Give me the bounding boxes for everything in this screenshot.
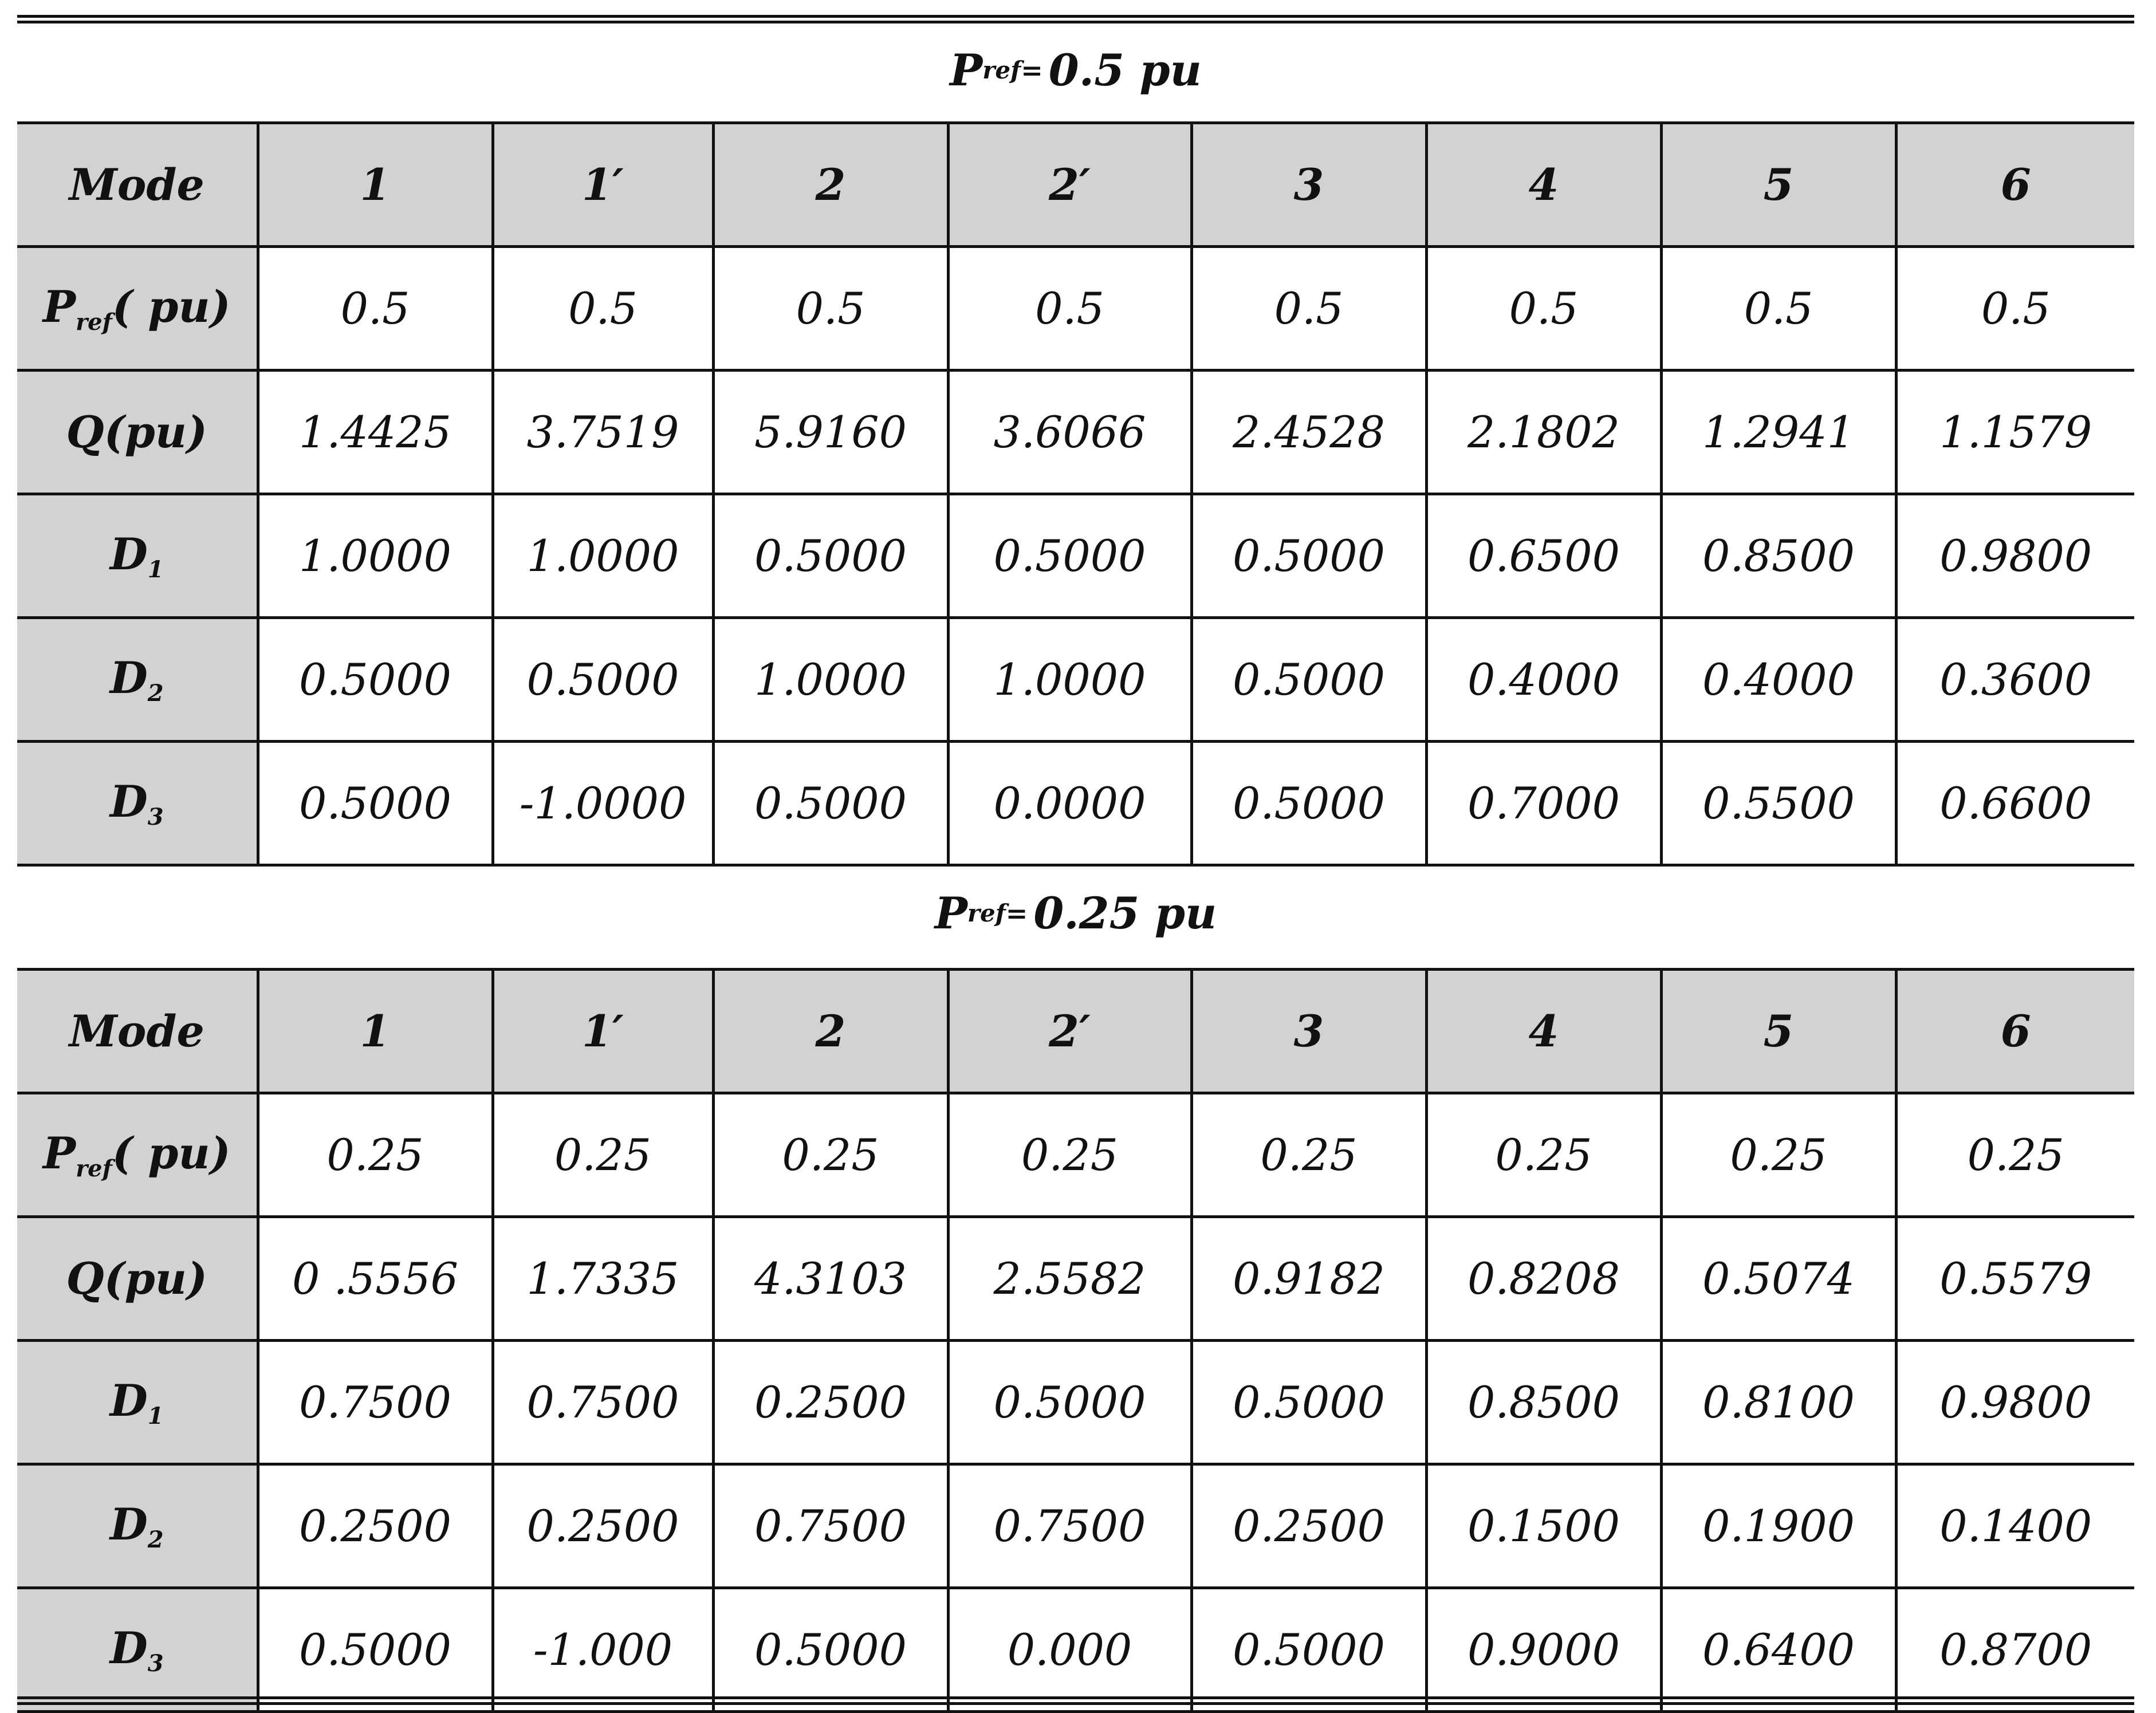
table-cell: 0.25 <box>713 1093 948 1217</box>
row-label <box>17 1588 258 1712</box>
table-cell: 0.25 <box>493 1093 713 1217</box>
caption-symbol: P <box>950 45 983 96</box>
header-label: Mode <box>17 123 258 247</box>
table-1 <box>17 121 2134 867</box>
table-cell: 0.5000 <box>493 618 713 742</box>
row-label-main: P <box>42 1128 76 1179</box>
table-cell: 0.5000 <box>1191 1341 1426 1464</box>
row-label-main: D <box>109 1375 148 1426</box>
table-cell: 0.5579 <box>1896 1217 2134 1341</box>
table-cell: 0.8500 <box>1661 494 1896 618</box>
table-2-caption <box>17 871 2134 956</box>
table-cell: 0.7000 <box>1426 742 1661 865</box>
table-cell: 0.4000 <box>1426 618 1661 742</box>
row-label <box>17 371 258 494</box>
mode-header: 1 <box>258 970 493 1093</box>
caption-equals: = <box>1005 898 1028 929</box>
table-cell: 3.7519 <box>493 371 713 494</box>
mode-header: 6 <box>1896 123 2134 247</box>
table-cell: 0.0000 <box>948 742 1191 865</box>
mode-header: 6 <box>1896 970 2134 1093</box>
table-cell: 0.5 <box>1426 247 1661 371</box>
table-cell: 5.9160 <box>713 371 948 494</box>
table-cell: 1.1579 <box>1896 371 2134 494</box>
table-cell: -1.000 <box>493 1588 713 1712</box>
table-cell: 0.5000 <box>258 742 493 865</box>
row-label <box>17 1217 258 1341</box>
row-label-main: D <box>109 776 148 827</box>
table-cell: 0.2500 <box>258 1464 493 1588</box>
row-label-main: D <box>109 1499 148 1550</box>
table-cell: 0.1400 <box>1896 1464 2134 1588</box>
table-row <box>17 742 2134 865</box>
row-label <box>17 1093 258 1217</box>
table-cell: 0.5000 <box>713 494 948 618</box>
row-label-main: D <box>109 529 148 580</box>
table-cell: 0.5074 <box>1661 1217 1896 1341</box>
table-cell: 0.5 <box>1191 247 1426 371</box>
row-label <box>17 618 258 742</box>
row-label-subscript: 3 <box>147 804 164 830</box>
table-cell: 2.1802 <box>1426 371 1661 494</box>
mode-header: 5 <box>1661 123 1896 247</box>
table-row <box>17 1217 2134 1341</box>
row-label-subscript: 3 <box>147 1650 164 1677</box>
row-label-main: P <box>42 281 76 332</box>
table-cell: 0.8700 <box>1896 1588 2134 1712</box>
table-cell: 0.5000 <box>1191 1588 1426 1712</box>
table-cell: 0.25 <box>258 1093 493 1217</box>
table-cell: 0.5000 <box>1191 742 1426 865</box>
table-cell: 1.2941 <box>1661 371 1896 494</box>
table-cell: 1.0000 <box>258 494 493 618</box>
table-cell: 0.2500 <box>713 1341 948 1464</box>
table-cell: 2.4528 <box>1191 371 1426 494</box>
table-cell: 0.5500 <box>1661 742 1896 865</box>
table-cell: 0.5 <box>1661 247 1896 371</box>
table-cell: 0.25 <box>1896 1093 2134 1217</box>
header-label: Mode <box>17 970 258 1093</box>
top-rule <box>17 15 2134 18</box>
table-1-caption <box>17 27 2134 113</box>
table-cell: 0.5 <box>1896 247 2134 371</box>
table-cell: 0.4000 <box>1661 618 1896 742</box>
header-row <box>17 123 2134 247</box>
mode-header: 1 <box>258 123 493 247</box>
row-label-main: D <box>109 1623 148 1673</box>
table-row <box>17 1588 2134 1712</box>
table-cell: 1.7335 <box>493 1217 713 1341</box>
table-cell: 1.0000 <box>493 494 713 618</box>
table-cell: 0.1900 <box>1661 1464 1896 1588</box>
table-cell: 0.6500 <box>1426 494 1661 618</box>
table-cell: 3.6066 <box>948 371 1191 494</box>
caption-equals: = <box>1021 55 1043 86</box>
row-label-subscript: ref <box>76 1155 112 1182</box>
table-cell: 0.5 <box>493 247 713 371</box>
mode-header: 4 <box>1426 970 1661 1093</box>
mode-header: 1′ <box>493 970 713 1093</box>
table-row <box>17 1093 2134 1217</box>
table-cell: 2.5582 <box>948 1217 1191 1341</box>
table-cell: 4.3103 <box>713 1217 948 1341</box>
bottom-rule <box>17 1702 2134 1705</box>
table-cell: 0.9800 <box>1896 1341 2134 1464</box>
row-label-unit: ( pu) <box>112 1128 231 1179</box>
table-row <box>17 371 2134 494</box>
caption-value: 0.5 pu <box>1048 45 1202 96</box>
table-row <box>17 494 2134 618</box>
mode-header: 5 <box>1661 970 1896 1093</box>
table-cell: 0 .5556 <box>258 1217 493 1341</box>
row-label-subscript: 2 <box>147 1526 164 1553</box>
table-cell: 0.5 <box>258 247 493 371</box>
table-cell: 0.5000 <box>1191 494 1426 618</box>
bottom-rule-inner <box>17 1696 2134 1699</box>
table-cell: -1.0000 <box>493 742 713 865</box>
mode-header: 4 <box>1426 123 1661 247</box>
table-cell: 1.4425 <box>258 371 493 494</box>
table-cell: 0.5000 <box>258 1588 493 1712</box>
caption-subscript: ref <box>982 56 1021 84</box>
row-label-subscript: 2 <box>147 680 164 707</box>
table-cell: 0.9800 <box>1896 494 2134 618</box>
table-row <box>17 1341 2134 1464</box>
table-cell: 0.7500 <box>948 1464 1191 1588</box>
table-cell: 0.25 <box>1426 1093 1661 1217</box>
table-cell: 0.8100 <box>1661 1341 1896 1464</box>
table-cell: 0.2500 <box>493 1464 713 1588</box>
table-cell: 0.25 <box>948 1093 1191 1217</box>
table-cell: 0.5000 <box>948 1341 1191 1464</box>
table-cell: 0.2500 <box>1191 1464 1426 1588</box>
caption-value: 0.25 pu <box>1033 888 1217 939</box>
row-label-subscript: ref <box>76 309 112 336</box>
row-label-subscript: 1 <box>147 1403 164 1430</box>
mode-header: 2′ <box>948 970 1191 1093</box>
table-row <box>17 247 2134 371</box>
mode-header: 3 <box>1191 123 1426 247</box>
table-cell: 0.7500 <box>493 1341 713 1464</box>
table-cell: 0.5000 <box>1191 618 1426 742</box>
header-row <box>17 970 2134 1093</box>
table-cell: 1.0000 <box>948 618 1191 742</box>
table-cell: 0.5000 <box>948 494 1191 618</box>
table-cell: 0.7500 <box>713 1464 948 1588</box>
table-cell: 1.0000 <box>713 618 948 742</box>
table-cell: 0.5 <box>948 247 1191 371</box>
table-cell: 0.25 <box>1191 1093 1426 1217</box>
row-label <box>17 1464 258 1588</box>
table-row <box>17 618 2134 742</box>
table-cell: 0.6400 <box>1661 1588 1896 1712</box>
row-label-main: Q(pu) <box>66 407 208 458</box>
table-cell: 0.5 <box>713 247 948 371</box>
row-label <box>17 247 258 371</box>
table-cell: 0.8208 <box>1426 1217 1661 1341</box>
caption-subscript: ref <box>967 899 1006 927</box>
table-cell: 0.5000 <box>258 618 493 742</box>
mode-header: 2 <box>713 123 948 247</box>
row-label-unit: ( pu) <box>112 281 231 332</box>
mode-header: 3 <box>1191 970 1426 1093</box>
row-label <box>17 494 258 618</box>
table-cell: 0.5000 <box>713 1588 948 1712</box>
row-label-main: Q(pu) <box>66 1253 208 1304</box>
row-label-main: D <box>109 652 148 703</box>
table-cell: 0.5000 <box>713 742 948 865</box>
mode-header: 2 <box>713 970 948 1093</box>
table-cell: 0.1500 <box>1426 1464 1661 1588</box>
table-cell: 0.7500 <box>258 1341 493 1464</box>
row-label-subscript: 1 <box>147 556 164 583</box>
table-2 <box>17 968 2134 1713</box>
mode-header: 2′ <box>948 123 1191 247</box>
table-cell: 0.9182 <box>1191 1217 1426 1341</box>
table-cell: 0.25 <box>1661 1093 1896 1217</box>
mode-header: 1′ <box>493 123 713 247</box>
table-cell: 0.9000 <box>1426 1588 1661 1712</box>
table-row <box>17 1464 2134 1588</box>
top-rule-inner <box>17 21 2134 23</box>
caption-symbol: P <box>934 888 967 939</box>
table-cell: 0.3600 <box>1896 618 2134 742</box>
row-label <box>17 1341 258 1464</box>
table-cell: 0.6600 <box>1896 742 2134 865</box>
row-label <box>17 742 258 865</box>
table-cell: 0.000 <box>948 1588 1191 1712</box>
table-cell: 0.8500 <box>1426 1341 1661 1464</box>
